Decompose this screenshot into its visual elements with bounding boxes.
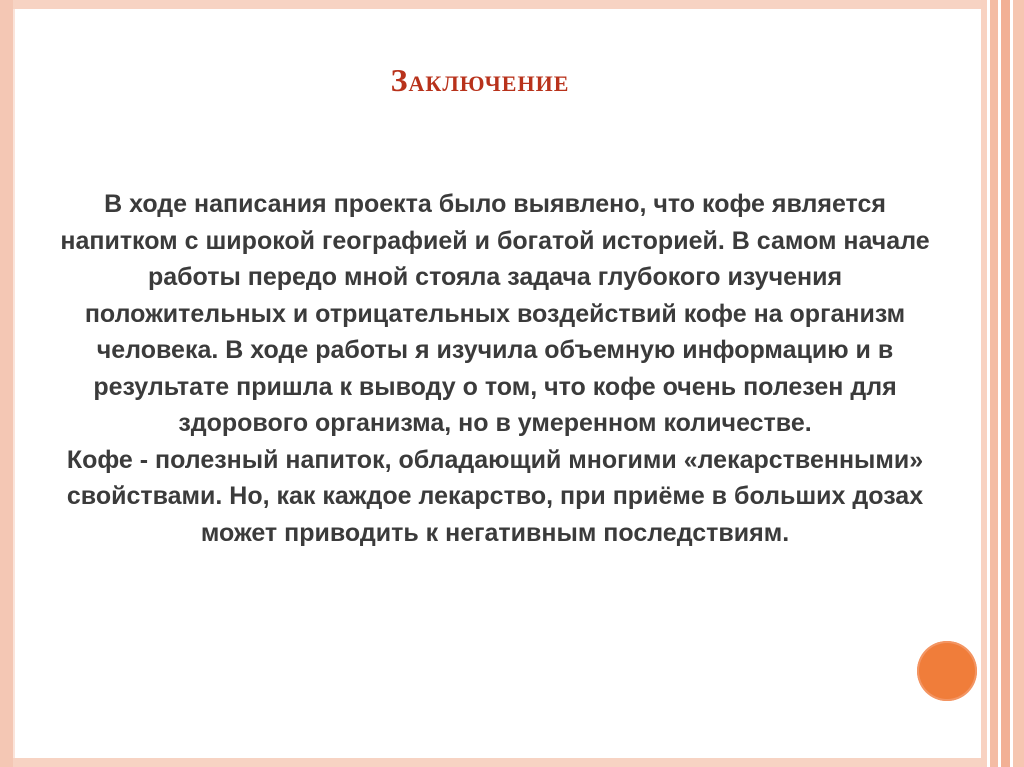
right-decorative-stripes bbox=[981, 0, 1024, 767]
conclusion-paragraph: В ходе написания проекта было выявлено, что кофе является напитком с широкой географией и богатой историей. В самом начале работы передо мной стояла задача глубокого изучения положительных и отрицательных воздействий кофе на организм человека. В ходе работы я изучила объемную информацию и в результате пришла к выводу о том, что кофе очень полезен для здорового организма, но в умеренном количестве. bbox=[60, 190, 930, 437]
bottom-frame-border bbox=[13, 758, 991, 767]
left-frame-inner-line bbox=[13, 0, 15, 767]
slide-body bbox=[55, 186, 935, 551]
slide-title: Заключение bbox=[390, 62, 570, 98]
top-frame-border bbox=[13, 0, 991, 9]
decorative-orange-circle bbox=[917, 641, 977, 701]
coffee-summary-paragraph: Кофе - полезный напиток, обладающий многими «лекарственными» свойствами. Но, как каждое лекарство, при приёме в больших дозах может приводить к негативным последствиям. bbox=[66, 445, 924, 547]
left-frame-border bbox=[0, 0, 13, 767]
